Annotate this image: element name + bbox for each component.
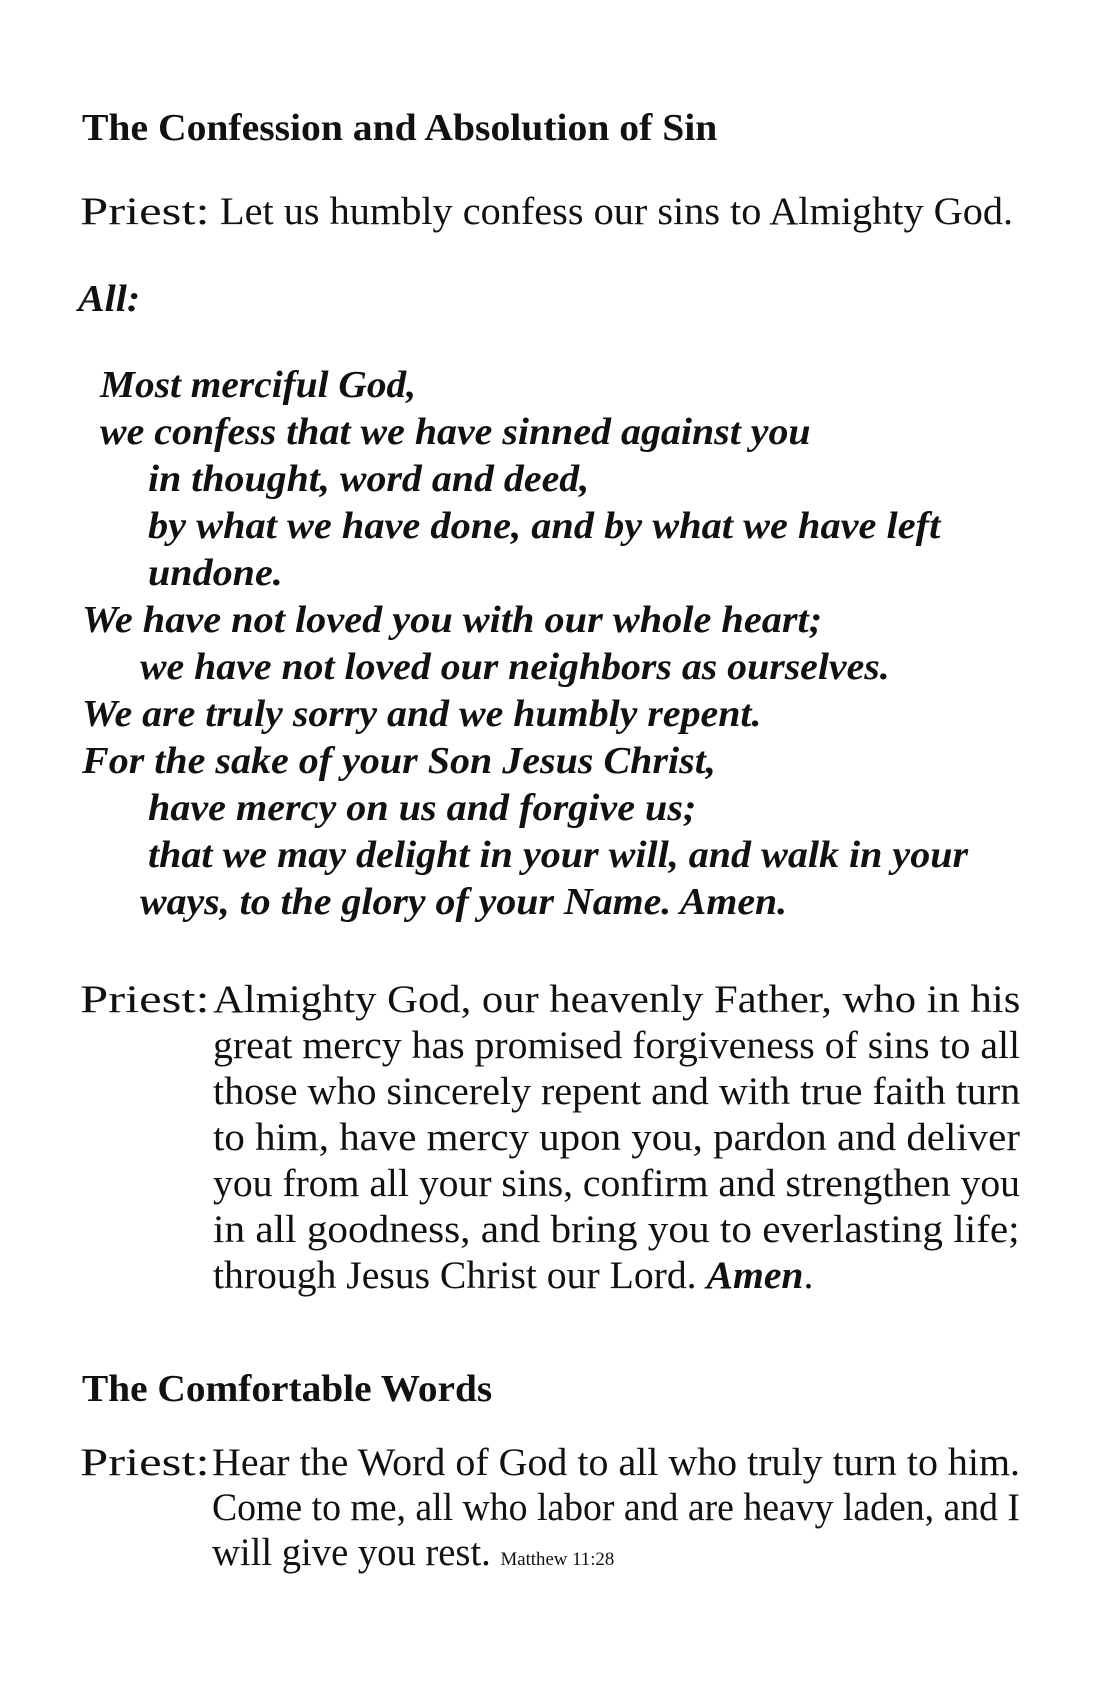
response-speaker-label: All: xyxy=(78,278,141,320)
absolution-line: you from all your sins, confirm and strengthen you xyxy=(213,1162,1020,1205)
confession-line: We are truly sorry and we humbly repent. xyxy=(82,693,762,735)
confession-line: For the sake of your Son Jesus Christ, xyxy=(82,740,716,782)
absolution-line: Almighty God, our heavenly Father, who in his xyxy=(213,978,1021,1021)
confession-line: undone. xyxy=(148,552,283,594)
amen-response: Amen xyxy=(706,1254,804,1297)
absolution-line: those who sincerely repent and with true faith turn xyxy=(213,1070,1021,1113)
section-heading-comfortable-words: The Comfortable Words xyxy=(82,1368,493,1410)
scripture-reference: Matthew 11:28 xyxy=(500,1549,615,1570)
invitation-text: Let us humbly confess our sins to Almighty God. xyxy=(220,190,1014,233)
confession-line: that we may delight in your will, and walk in your xyxy=(148,834,969,876)
absolution-line: in all goodness, and bring you to everlasting life; xyxy=(213,1208,1020,1251)
absolution-line: great mercy has promised forgiveness of sins to all xyxy=(213,1024,1021,1067)
confession-line: we have not loved our neighbors as ourselves. xyxy=(140,646,890,688)
confession-line: have mercy on us and forgive us; xyxy=(148,787,697,829)
speaker-label: Priest: xyxy=(80,1441,210,1484)
confession-line: we confess that we have sinned against you xyxy=(100,411,811,453)
absolution-line-final xyxy=(213,1256,813,1295)
speaker-label: Priest: xyxy=(80,978,210,1021)
confession-line: in thought, word and deed, xyxy=(148,458,590,500)
absolution-line-text: through Jesus Christ our Lord. xyxy=(213,1254,697,1297)
confession-line: We have not loved you with our whole heart; xyxy=(82,599,823,641)
comfortable-words-line-final xyxy=(212,1533,614,1572)
comfortable-words-line: Come to me, all who labor and are heavy laden, and I xyxy=(212,1486,1020,1529)
confession-line: ways, to the glory of your Name. Amen. xyxy=(140,881,788,923)
amen-punctuation: . xyxy=(803,1254,814,1297)
speaker-label: Priest: xyxy=(80,190,210,233)
section-heading-confession: The Confession and Absolution of Sin xyxy=(82,107,718,149)
comfortable-words-line: Hear the Word of God to all who truly turn to him. xyxy=(212,1441,1021,1484)
confession-line: by what we have done, and by what we have left xyxy=(148,505,941,547)
confession-line: Most merciful God, xyxy=(100,364,417,406)
comfortable-words-line-text: will give you rest. xyxy=(212,1531,491,1574)
absolution-line: to him, have mercy upon you, pardon and deliver xyxy=(213,1116,1020,1159)
